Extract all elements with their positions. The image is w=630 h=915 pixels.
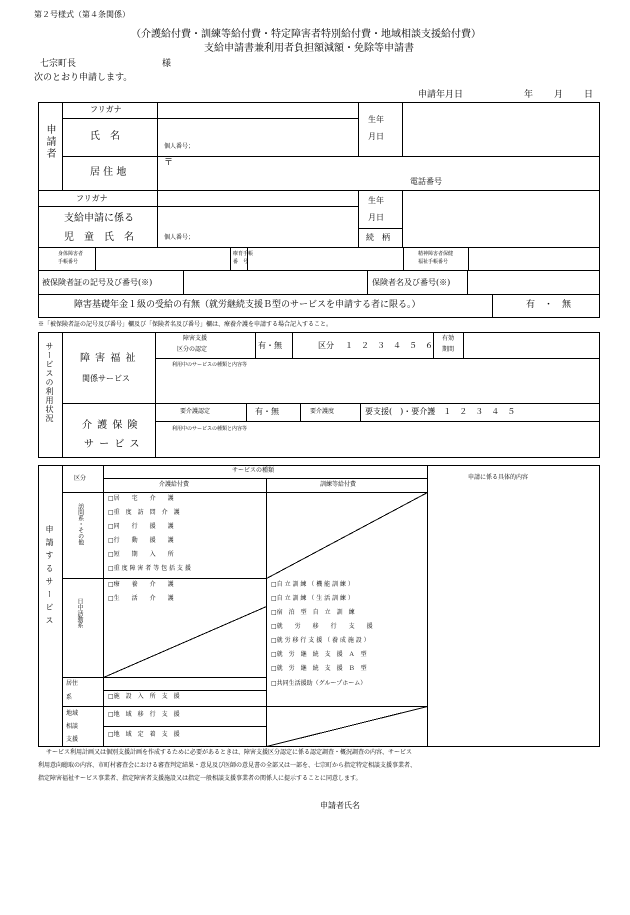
- physical-cert-label-2: 手帳番号: [58, 259, 79, 265]
- form-title-line1: （介護給付費・訓練等給付費・特定障害者特別給付費・地域相談支援給付費）: [131, 29, 481, 40]
- intro-text: 次のとおり申請します。: [34, 73, 133, 83]
- visit-item-home-care[interactable]: □居 宅 介 護: [108, 495, 174, 502]
- visit-item-behavior-support[interactable]: □行 動 援 護: [108, 537, 174, 544]
- applicant-birth-label-1: 生年: [368, 115, 384, 124]
- community-item-transition[interactable]: □地 域 移 行 支 援: [108, 711, 180, 718]
- residence-group-label-1: 居住: [66, 680, 79, 687]
- child-birth-label-2: 月日: [368, 213, 384, 222]
- applicant-furigana-label: フリガナ: [90, 105, 122, 114]
- valid-period-label-2: 期間: [442, 346, 455, 353]
- rehab-cert-label-2: 番 号: [233, 259, 249, 265]
- training-benefit-header: 訓練等給付費: [320, 481, 357, 488]
- residence-item-facility[interactable]: □施 設 入 所 支 援: [108, 693, 180, 700]
- visit-item-severe-visit-care[interactable]: □重 度 訪 問 介 護: [108, 509, 180, 516]
- welfare-service-label-2: 関係サービス: [82, 374, 130, 383]
- training-item-life[interactable]: □自 立 訓 練 （ 生 活 訓 練 ）: [271, 595, 354, 602]
- training-item-continuation-b[interactable]: □就 労 継 続 支 援 Ｂ 型: [271, 665, 367, 672]
- date-label: 申請年月日: [418, 90, 464, 100]
- mental-cert-label-2: 福祉手帳番号: [418, 259, 449, 265]
- consent-line-2: 利用意向聴取の内容、市町村審査会における審査判定結果・意見及び医師の意見書の全部又は一部を、七宗町から指定特定相談支援事業者、: [38, 762, 417, 769]
- pension-answer[interactable]: 有 ・ 無: [526, 300, 572, 310]
- residence-group-label-2: 系: [66, 694, 73, 701]
- care-degree-levels[interactable]: 要支援( )・要介護 １ ２ ３ ４ ５: [365, 407, 516, 416]
- service-types-label: サービスの種類: [232, 467, 275, 474]
- child-personal-number-label: 個人番号；: [164, 234, 195, 241]
- training-item-employment-transition[interactable]: □就 労 移 行 支 援: [271, 623, 373, 630]
- child-relation-label: 続 柄: [366, 233, 390, 242]
- care-benefit-header: 介護給付費: [159, 481, 190, 488]
- applicant-name-label: 氏 名: [90, 131, 120, 142]
- support-cert-label-1: 障害支援: [183, 335, 208, 342]
- kubun-label: 区分: [74, 475, 87, 482]
- training-item-overnight[interactable]: □宿 泊 型 自 立 訓 練: [271, 609, 355, 616]
- care-insurance-label-1: 介 護 保 険: [82, 420, 139, 431]
- community-group-label-1: 地域: [66, 710, 79, 717]
- usage-section-label: サービスの利用状況: [45, 342, 54, 423]
- child-furigana-label: フリガナ: [76, 194, 108, 203]
- visit-group-label: 訪問系・その他: [76, 503, 84, 545]
- consent-line-1: サービス利用計画又は個別支援計画を作成するために必要があるときは、障害支援区分認定に係る認定調査・概況調査の内容、サービス: [46, 749, 413, 756]
- care-cert-yes-no[interactable]: 有・無: [255, 407, 279, 416]
- physical-cert-label-1: 身体障害者: [58, 251, 84, 257]
- welfare-in-use-label: 利用中のサービスの種類と内容等: [172, 362, 248, 368]
- form-number: 第２号様式（第４条関係）: [34, 10, 130, 19]
- pension-question: 障害基礎年金１級の受給の有無（就労継続支援Ｂ型のサービスを申請する者に限る。）: [74, 300, 421, 310]
- day-group-label: 日中活動系: [76, 598, 83, 628]
- date-day[interactable]: 日: [584, 90, 594, 100]
- training-item-continuation-a[interactable]: □就 労 継 続 支 援 Ａ 型: [271, 651, 367, 658]
- insurer-label: 保険者名及び番号(※): [372, 278, 451, 287]
- postal-mark: 〒: [164, 158, 174, 168]
- support-cert-yes-no[interactable]: 有・無: [258, 341, 282, 350]
- day-item-medical-care[interactable]: □療 養 介 護: [108, 581, 174, 588]
- day-item-life-care[interactable]: □生 活 介 護: [108, 595, 174, 602]
- visit-item-accompany[interactable]: □同 行 援 護: [108, 523, 174, 530]
- mental-cert-label-1: 精神障害者保健: [418, 251, 454, 257]
- applicant-personal-number-label: 個人番号；: [164, 143, 195, 150]
- support-category-label: 区分: [318, 341, 334, 350]
- honorific: 様: [162, 59, 172, 69]
- care-cert-label: 要介護認定: [180, 408, 211, 415]
- valid-period-label-1: 有効: [442, 335, 455, 342]
- care-in-use-label: 利用中のサービスの種類と内容等: [172, 426, 248, 432]
- details-header: 申請に係る具体的内容: [468, 474, 529, 481]
- visit-item-comprehensive[interactable]: □重 度 障 害 者 等 包 括 支 援: [108, 565, 191, 572]
- consent-line-3: 指定障害福祉サービス事業者、指定障害者支援施設又は指定一般相談支援事業者の関係人に提示することに同意します。: [38, 775, 362, 782]
- visit-item-short-stay[interactable]: □短 期 入 所: [108, 551, 174, 558]
- training-item-function[interactable]: □自 立 訓 練 （ 機 能 訓 練 ）: [271, 581, 354, 588]
- training-item-group-home[interactable]: □共同生活援助（グループホーム）: [271, 680, 367, 687]
- insurance-note: ※「被保険者証の記号及び番号」欄及び「保険者名及び番号」欄は、療養介護を申請する場合記入すること。: [38, 321, 333, 328]
- applicant-address-label: 居 住 地: [90, 167, 127, 178]
- date-month[interactable]: 月: [554, 90, 564, 100]
- community-group-label-3: 支援: [66, 736, 79, 743]
- child-birth-label-1: 生年: [368, 196, 384, 205]
- insured-number-label: 被保険者証の記号及び番号(※): [42, 278, 153, 287]
- applicant-section-label: 申請者: [44, 124, 55, 160]
- community-group-label-2: 相談: [66, 723, 79, 730]
- welfare-service-label-1: 障 害 福 祉: [80, 353, 137, 364]
- addressee: 七宗町長: [40, 59, 77, 69]
- care-degree-label: 要介護度: [310, 408, 335, 415]
- training-item-employment-transition-school[interactable]: □就 労 移 行 支 援 （ 養 成 施 設 ）: [271, 637, 370, 644]
- form-title-line2: 支給申請書兼利用者負担額減額・免除等申請書: [204, 43, 414, 54]
- phone-label: 電話番号: [410, 177, 442, 186]
- applicant-birth-label-2: 月日: [368, 132, 384, 141]
- child-name-label-2: 児 童 氏 名: [64, 232, 134, 243]
- community-item-settlement[interactable]: □地 域 定 着 支 援: [108, 731, 180, 738]
- child-name-label-1: 支給申請に係る: [64, 213, 134, 224]
- date-year[interactable]: 年: [524, 90, 534, 100]
- support-cert-label-2: 区分の認定: [177, 346, 208, 353]
- signature-label[interactable]: 申請者氏名: [320, 801, 360, 810]
- support-category-levels[interactable]: １ ２ ３ ４ ５ ６: [345, 341, 433, 350]
- rehab-cert-label-1: 療育手帳: [233, 251, 254, 257]
- services-section-label: 申請するサービス: [45, 525, 54, 629]
- care-insurance-label-2: サ ー ビ ス: [84, 439, 141, 450]
